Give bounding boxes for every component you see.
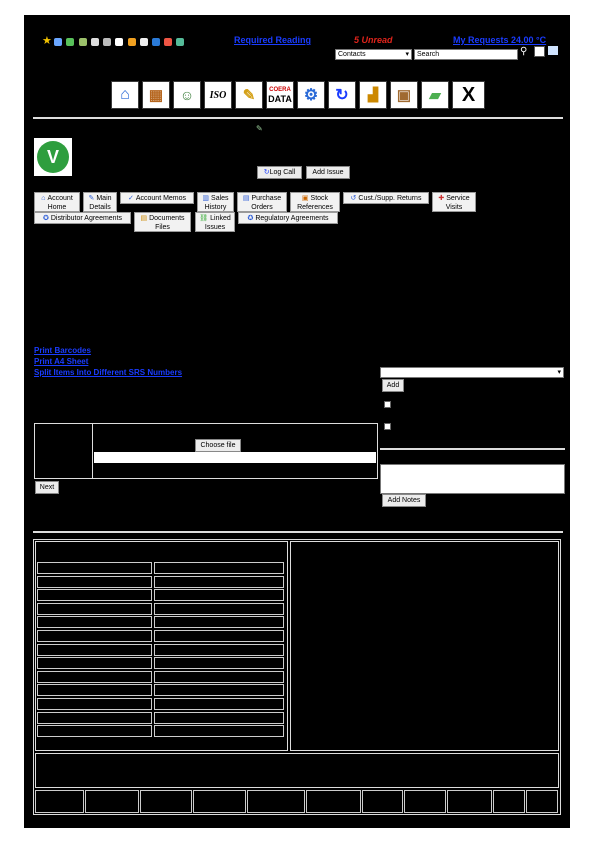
sales-icon: ▥ [202,195,210,202]
search-category-select[interactable] [335,49,412,60]
grid-cell [362,790,403,813]
tab-distributor-agreements[interactable] [34,212,131,224]
table-cell-value [154,657,284,669]
log-call-label: Log Call [269,169,296,176]
table-cell-value [154,671,284,683]
users-icon[interactable]: ☺ [173,81,201,109]
tab-purchase-orders[interactable] [237,192,287,212]
grid-cell [447,790,492,813]
grid-cell [306,790,361,813]
table-cell-label [37,657,152,669]
table-cell-label [37,712,152,724]
divider [33,531,563,533]
tab-service-visits[interactable] [432,192,476,212]
required-reading-link[interactable]: Required Reading [234,35,312,45]
book-icon[interactable]: ▰ [421,81,449,109]
distributor-icon: ✪ [42,215,49,222]
table-cell-label [37,698,152,710]
chevron-down-icon: ▾ [405,51,409,58]
table-cell-label [37,671,152,683]
close-icon[interactable]: X [452,81,485,109]
tab-cust-supp-returns[interactable] [343,192,429,204]
notes-textarea[interactable] [380,464,565,494]
grid-cell [404,790,446,813]
add-notes-button[interactable] [382,494,426,507]
company-logo: V [34,138,72,176]
orders-icon: ▤ [242,195,250,202]
tab-main-details[interactable] [83,192,117,212]
add-notes-label: Add Notes [387,497,421,504]
building-icon[interactable]: ▦ [142,81,170,109]
grid-cell [85,790,139,813]
expand-icon[interactable] [534,46,545,57]
next-button[interactable] [35,481,59,494]
summary-bar [35,753,559,788]
add-label: Add [386,382,400,389]
table-cell-label [37,684,152,696]
table-cell-value [154,603,284,615]
table-cell-value [154,644,284,656]
tab-stock-references[interactable] [290,192,340,212]
grid-cell [493,790,525,813]
tab-documents-files[interactable] [134,212,191,232]
recycle-icon[interactable] [176,38,184,46]
regulatory-icon: ✪ [247,215,254,222]
service-icon: ✚ [438,195,445,202]
print-a4-sheet-link[interactable]: Print A4 Sheet [34,357,89,366]
file-path-input[interactable] [94,452,376,463]
mail-icon[interactable] [152,38,160,46]
table-cell-value [154,684,284,696]
star-icon[interactable]: ★ [42,35,52,47]
print-barcodes-link[interactable]: Print Barcodes [34,346,91,355]
notes-icon[interactable]: ✎ [235,81,263,109]
add-button[interactable] [382,379,404,392]
log-call-button[interactable] [257,166,302,179]
table-cell-label [37,576,152,588]
choose-file-button[interactable] [195,439,241,452]
table-cell-label [37,616,152,628]
table-cell-value [154,616,284,628]
quick-icon-strip [42,34,186,47]
split-items-link[interactable]: Split Items Into Different SRS Numbers [34,368,183,377]
documents-icon: ▤ [140,215,148,222]
table-cell-value [154,576,284,588]
tab-account-memos[interactable] [120,192,194,204]
table-cell-label [37,644,152,656]
user-icon[interactable] [54,38,62,46]
refresh-icon[interactable]: ↻ [328,81,356,109]
iso-icon[interactable]: ISO [204,81,232,109]
tab-account-home[interactable] [34,192,80,212]
next-label: Next [39,484,55,491]
right-select[interactable] [380,367,564,378]
table-cell-value [154,712,284,724]
tab-label: Purchase Orders [251,195,282,211]
grid-cell [193,790,246,813]
table-cell-label [37,603,152,615]
table-cell-label [37,725,152,737]
pencil-icon: ✎ [88,195,95,202]
table-cell-value [154,630,284,642]
gears-icon[interactable]: ⚙ [297,81,325,109]
page-icon[interactable] [115,38,123,46]
add-issue-button[interactable] [306,166,350,179]
pdf-icon[interactable] [164,38,172,46]
upload-divider [92,424,93,478]
clock-icon[interactable] [128,38,136,46]
tab-label: Linked Issues [204,215,231,231]
tab-label: Cust./Supp. Returns [358,195,422,202]
link-icon: ⛓ [199,215,209,222]
divider [33,117,563,119]
returns-icon: ↺ [350,195,357,202]
chart-icon[interactable]: ▟ [359,81,387,109]
table-cell-value [154,698,284,710]
search-input[interactable]: Search [414,49,518,60]
table-cell-label [37,589,152,601]
choose-file-label: Choose file [200,442,236,449]
home-icon: ⌂ [41,195,46,202]
edit-icon[interactable]: ✎ [256,124,263,133]
tab-label: Stock References [297,195,333,211]
stock-icon: ▣ [301,195,309,202]
grid-cell [35,790,84,813]
data-icon[interactable]: COERA DATA [266,81,294,109]
grid-cell [247,790,305,813]
contacts-icon[interactable] [66,38,74,46]
search-category-value: Contacts [338,51,366,58]
checkbox-1[interactable] [384,401,391,408]
table-cell-value [154,562,284,574]
table-cell-value [154,725,284,737]
box-icon[interactable]: ▣ [390,81,418,109]
table-cell-label [37,562,152,574]
chevron-down-icon: ▾ [557,369,561,376]
settings-icon[interactable] [548,46,558,55]
unread-count[interactable]: 5 Unread [354,35,393,45]
checkbox-2[interactable] [384,423,391,430]
tab-label: Service Visits [445,195,470,211]
tab-regulatory-agreements[interactable] [238,212,338,224]
add-issue-label: Add Issue [312,169,344,176]
tab-label: Account Memos [135,195,187,202]
tab-label: Regulatory Agreements [255,215,329,222]
grid-cell [140,790,192,813]
divider [380,448,565,450]
table-cell-value [154,589,284,601]
gear-icon[interactable] [91,38,99,46]
print-icon[interactable] [103,38,111,46]
my-requests-link[interactable]: My Requests 24.00 °C [453,35,547,45]
tab-label: Sales History [204,195,229,211]
tab-label: Documents Files [149,215,185,231]
tab-sales-history[interactable] [197,192,234,212]
tab-linked-issues[interactable] [195,212,235,232]
home-icon[interactable]: ⌂ [111,81,139,109]
memo-icon: ✓ [127,195,134,202]
grid-cell [526,790,558,813]
side-info-panel [290,541,559,751]
tab-label: Distributor Agreements [50,215,123,222]
refresh-icon: ↻ [263,169,270,176]
tab-label: Main Details [89,195,112,211]
table-cell-label [37,630,152,642]
search-icon[interactable]: ⚲ [520,46,528,57]
calendar-icon[interactable] [140,38,148,46]
settings-icon[interactable] [79,38,87,46]
tab-label: Account Home [47,195,73,211]
